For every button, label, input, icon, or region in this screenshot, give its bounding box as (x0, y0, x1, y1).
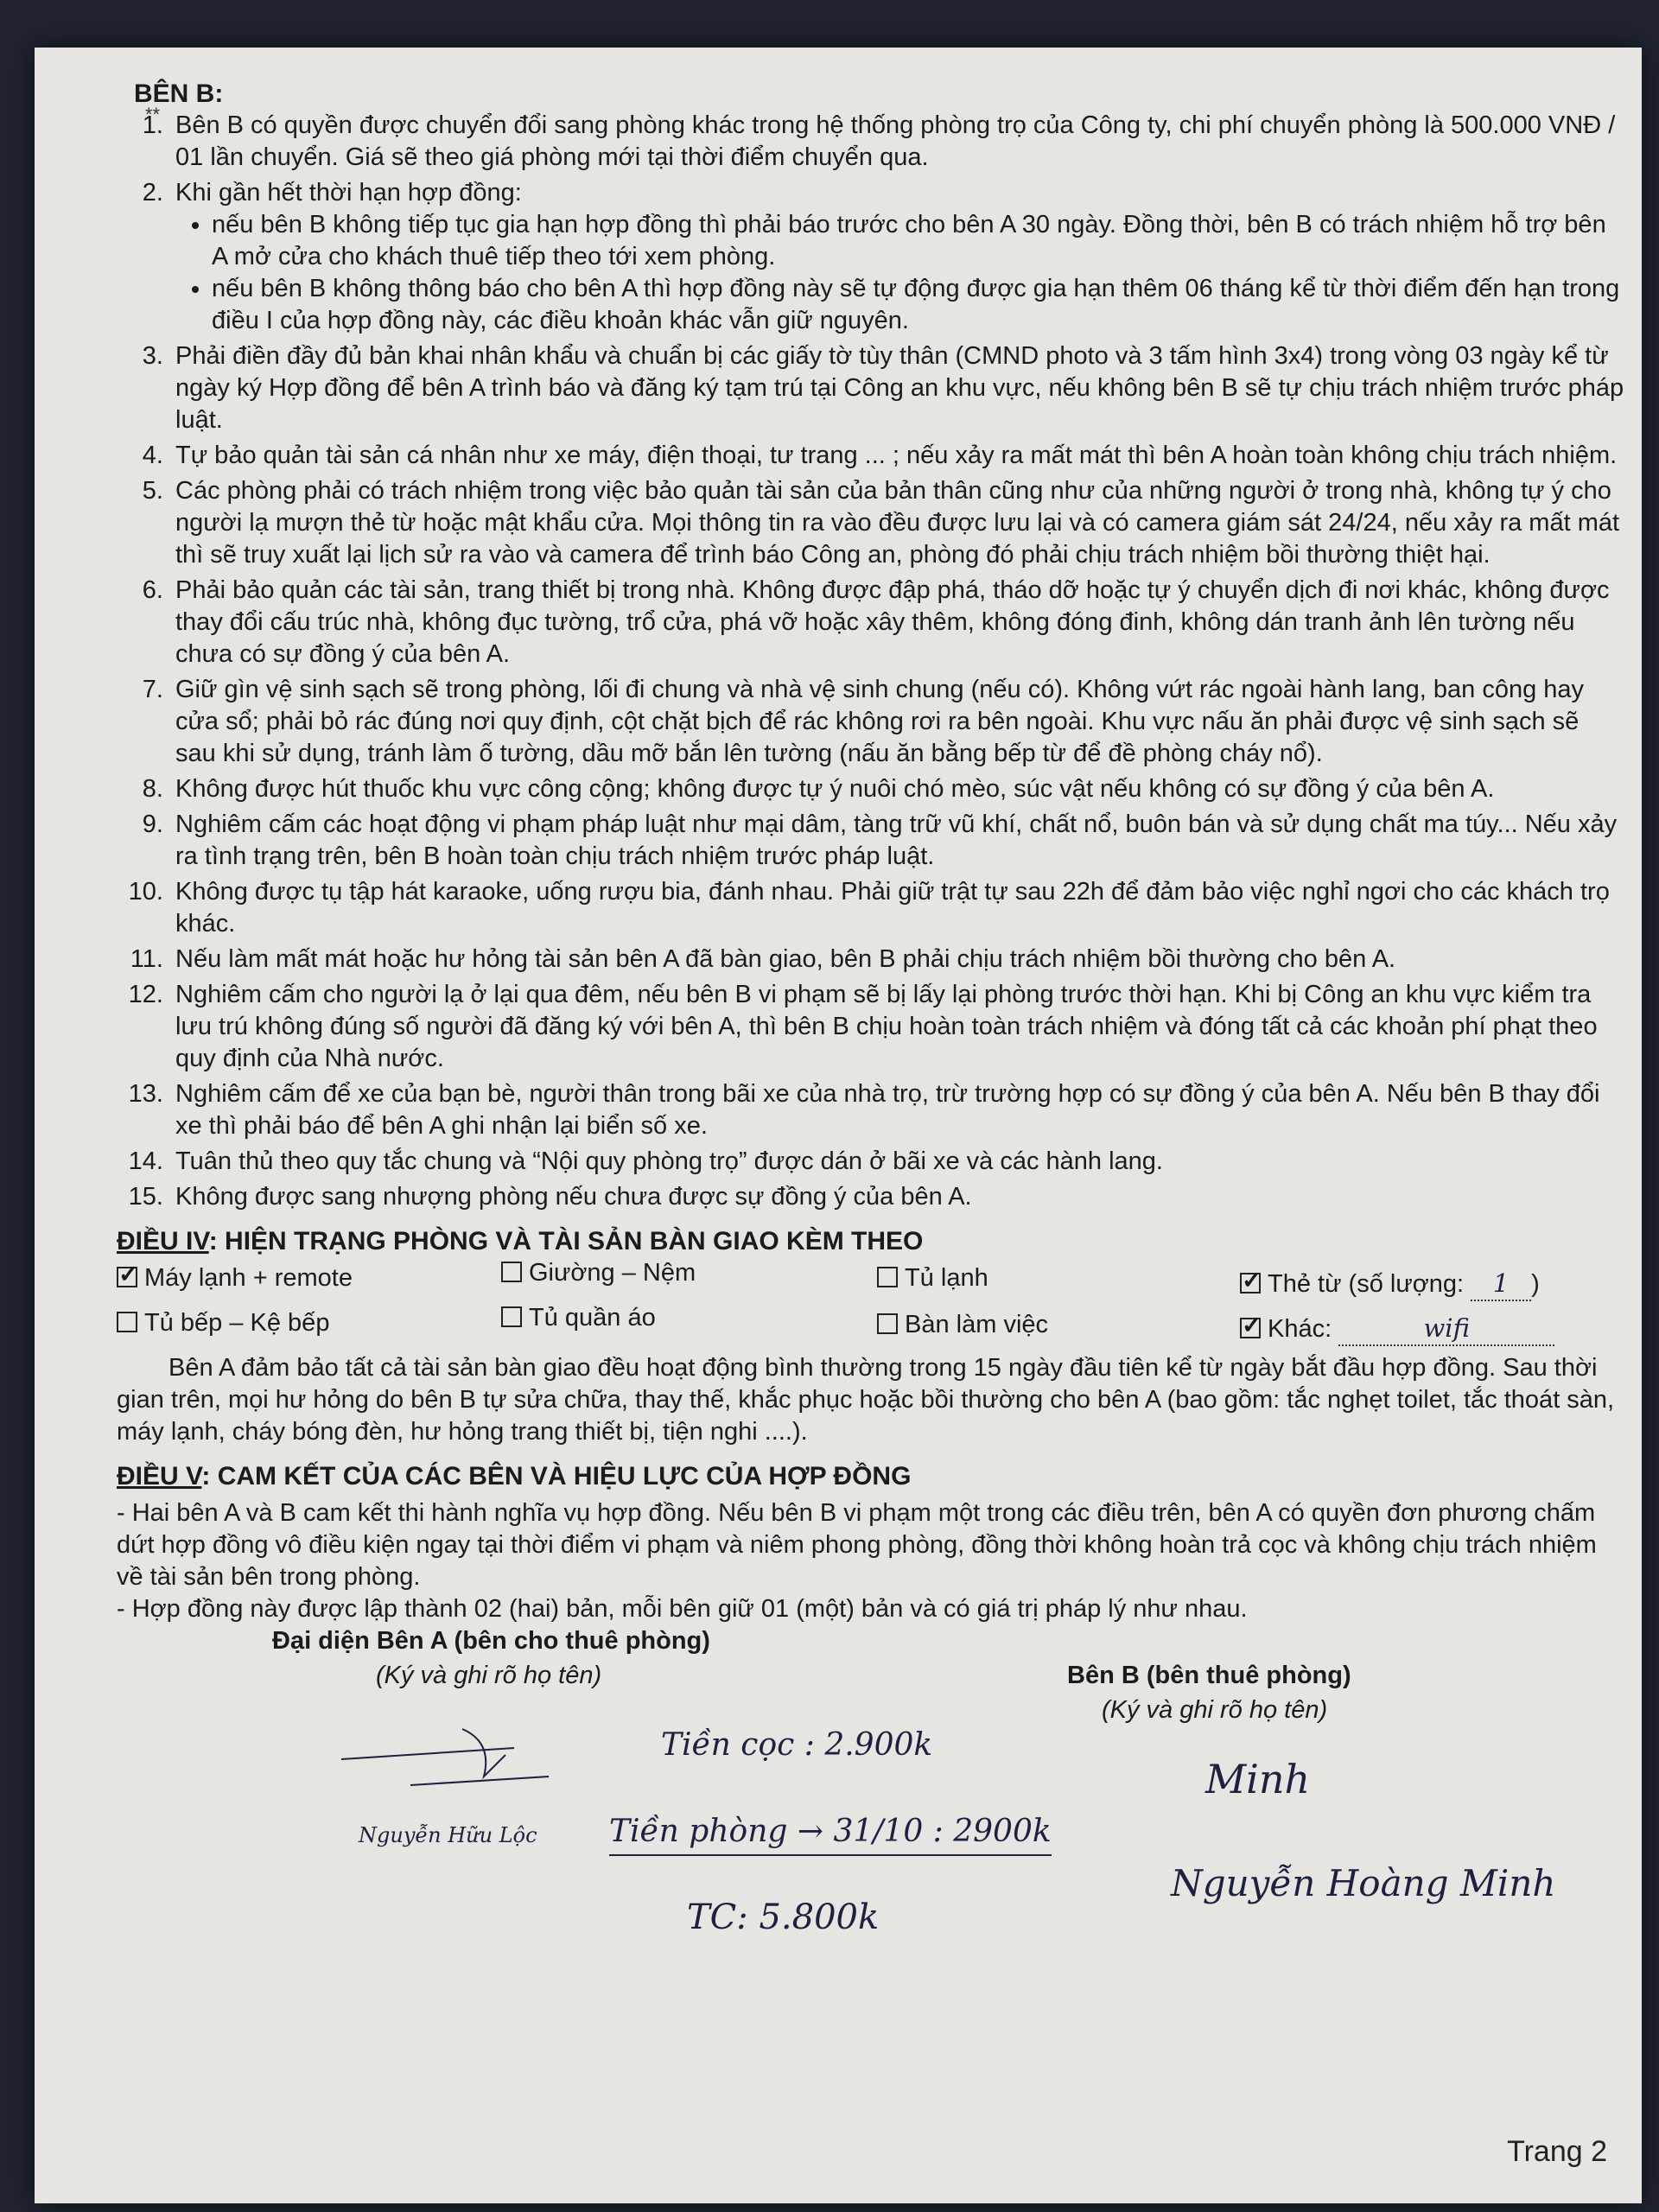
rule-text: Không được tụ tập hát karaoke, uống rượu bia, đánh nhau. Phải giữ trật tự sau 22h để đảm bảo việc nghỉ ngơi cho các khách trọ khác. (175, 878, 1610, 938)
rule-2-bullets (175, 209, 1624, 337)
checkbox-checked-icon[interactable] (1240, 1273, 1261, 1294)
checkbox-icon[interactable] (877, 1313, 898, 1334)
asset-label: Tủ bếp – Kệ bếp (144, 1309, 330, 1337)
rule-item (170, 1078, 1624, 1142)
checkbox-checked-icon[interactable] (117, 1267, 137, 1287)
rule-item (170, 1181, 1624, 1213)
party-b-note: (Ký và ghi rõ họ tên) (1102, 1696, 1328, 1724)
room-fee-note: Tiền phòng → 31/10 : 2900k (609, 1815, 1052, 1856)
card-quantity-suffix: ) (1531, 1270, 1540, 1298)
card-quantity-handwritten: 1 (1471, 1268, 1531, 1301)
section-4-paragraph: Bên A đảm bảo tất cả tài sản bàn giao đều hoạt động bình thường trong 15 ngày đầu tiên kể từ ngày bắt đầu hợp đồng. Sau thời gian trên, mọi hư hỏng do bên B tự sửa chữa, thay thế, khắc phục hoặc bồi thường cho bên A (bao gồm: tắc nghẹt toilet, tắc thoát sàn, máy lạnh, cháy bóng đèn, hư hỏng trang thiết bị, tiện nghi ....). (117, 1354, 1615, 1446)
party-a-name: Nguyễn Hữu Lộc (359, 1823, 537, 1847)
rule-item (170, 944, 1624, 976)
rule-text: Không được hút thuốc khu vực công cộng; không được tự ý nuôi chó mèo, súc vật nếu không có sự đồng ý của bên A. (175, 775, 1495, 803)
asset-label: Tủ lạnh (905, 1264, 988, 1292)
rule-item (170, 809, 1624, 873)
rule-item (170, 110, 1624, 174)
total-note: TC: 5.800k (687, 1897, 880, 1937)
rule-text: Tự bảo quản tài sản cá nhân như xe máy, điện thoại, tư trang ... ; nếu xảy ra mất mát thì bên A hoàn toàn không chịu trách nhiệm. (175, 442, 1618, 469)
rule-text: Bên B có quyền được chuyển đổi sang phòng khác trong hệ thống phòng trọ của Công ty, chi phí chuyển phòng là 500.000 VNĐ / 01 lần chuyển. Giá sẽ theo giá phòng mới tại thời điểm chuyển qua. (175, 111, 1616, 171)
rule-text: Nghiêm cấm cho người lạ ở lại qua đêm, nếu bên B vi phạm sẽ bị lấy lại phòng trước thời hạn. Khi bị Công an khu vực kiểm tra lưu trú không đúng số người đã đăng ký với bên A, thì bên B chịu hoàn toàn trách nhiệm và đóng tất cả các khoản phí phạt theo quy định của Nhà nước. (175, 981, 1598, 1072)
rule-item (170, 674, 1624, 770)
asset-label: Thẻ từ (số lượng: (1268, 1270, 1471, 1298)
rule-text: Phải bảo quản các tài sản, trang thiết bị trong nhà. Không được đập phá, tháo dỡ hoặc tự ý chuyển dịch đi nơi khác, không được thay đổi cấu trúc nhà, không đục tường, trổ cửa, phá vỡ hoặc xây thêm, không đóng đinh, không dán tranh ảnh lên tường nếu chưa có sự đồng ý của bên A. (175, 576, 1610, 668)
asset-label: Tủ quần áo (529, 1304, 656, 1332)
section-4-heading (117, 1225, 1624, 1257)
rule-item (170, 340, 1624, 436)
asset-checklist (117, 1259, 1624, 1347)
rule-text: Nghiêm cấm các hoạt động vi phạm pháp luật như mại dâm, tàng trữ vũ khí, chất nổ, buôn bán và sử dụng chất ma túy... Nếu xảy ra tình trạng trên, bên B hoàn toàn chịu trách nhiệm trước pháp luật. (175, 810, 1618, 870)
section-5-copies: - Hợp đồng này được lập thành 02 (hai) bản, mỗi bên giữ 01 (một) bản và có giá trị pháp lý như nhau. (117, 1595, 1248, 1623)
checkbox-icon[interactable] (501, 1262, 522, 1282)
asset-item (877, 1309, 1048, 1341)
section-b-title: BÊN B: (134, 79, 224, 108)
rule-text: Các phòng phải có trách nhiệm trong việc bảo quản tài sản của bản thân cũng như của những người ở trong nhà, không tự ý cho người lạ mượn thẻ từ hoặc mật khẩu cửa. Mọi thông tin ra vào đều được lưu lại và có camera giám sát 24/24, nếu xảy ra mất mát thì sẽ truy xuất lại lịch sử ra vào và camera để trình báo Công an, phòng đó phải chịu trách nhiệm bồi thường thiệt hại. (175, 477, 1620, 569)
document-content (117, 78, 1624, 2040)
asset-label: Giường – Nệm (529, 1259, 696, 1287)
asset-item (117, 1307, 329, 1339)
deposit-note: Tiền cọc : 2.900k (661, 1727, 933, 1763)
section-5-commitment: - Hai bên A và B cam kết thi hành nghĩa vụ hợp đồng. Nếu bên B vi phạm một trong các điều trên, bên A có quyền đơn phương chấm dứt hợp đồng vô điều kiện ngay tại thời điểm vi phạm và niêm phong phòng, đồng thời không hoàn trả cọc và không chịu trách nhiệm về tài sản bên trong phòng. (117, 1499, 1597, 1591)
party-a-signature-icon (333, 1694, 592, 1798)
asset-label: Máy lạnh + remote (144, 1264, 353, 1292)
asterisk-mark-icon: ** (145, 104, 161, 125)
document-page (35, 48, 1642, 2203)
rule-item (170, 177, 1624, 337)
asset-item (1240, 1313, 1554, 1346)
rule-text: Tuân thủ theo quy tắc chung và “Nội quy phòng trọ” được dán ở bãi xe và các hành lang. (175, 1147, 1163, 1175)
section-5-heading (117, 1460, 1624, 1492)
bullet-item: • nếu bên B không thông báo cho bên A thì hợp đồng này sẽ tự động được gia hạn thêm 06 tháng kể từ thời điểm đến hạn trong điều I của hợp đồng này, các điều khoản khác vẫn giữ nguyên. (212, 273, 1624, 337)
checkbox-icon[interactable] (501, 1306, 522, 1327)
section-5-title: : CAM KẾT CỦA CÁC BÊN VÀ HIỆU LỰC CỦA HỢP ĐỒNG (201, 1462, 912, 1491)
party-a-title: Đại diện Bên A (bên cho thuê phòng) (272, 1627, 710, 1655)
rule-item (170, 773, 1624, 805)
checkbox-icon[interactable] (117, 1312, 137, 1332)
rule-item (170, 876, 1624, 940)
rule-text: Nếu làm mất mát hoặc hư hỏng tài sản bên A đã bàn giao, bên B phải chịu trách nhiệm bồi thường cho bên A. (175, 945, 1396, 973)
bullet-item: • nếu bên B không tiếp tục gia hạn hợp đồng thì phải báo trước cho bên A 30 ngày. Đồng thời, bên B có trách nhiệm hỗ trợ bên A mở cửa cho khách thuê tiếp theo tới xem phòng. (212, 209, 1624, 273)
other-asset-handwritten: wifi (1338, 1313, 1554, 1346)
asset-label: Khác: (1268, 1315, 1339, 1343)
rule-text: Không được sang nhượng phòng nếu chưa được sự đồng ý của bên A. (175, 1183, 972, 1211)
party-a-note: (Ký và ghi rõ họ tên) (376, 1662, 602, 1689)
rule-item (170, 475, 1624, 571)
section-4-title: : HIỆN TRẠNG PHÒNG VÀ TÀI SẢN BÀN GIAO KÈM THEO (208, 1227, 924, 1255)
section-5-prefix: ĐIỀU V (117, 1462, 202, 1491)
checkbox-checked-icon[interactable] (1240, 1318, 1261, 1338)
rule-text: Khi gần hết thời hạn hợp đồng: (175, 179, 522, 207)
rule-item (170, 1146, 1624, 1178)
party-b-signature: Minh (1205, 1756, 1311, 1802)
page-number: Trang 2 (1507, 2135, 1607, 2168)
section-4-prefix: ĐIỀU IV (117, 1227, 209, 1255)
rule-text: Nghiêm cấm để xe của bạn bè, người thân trong bãi xe của nhà trọ, trừ trường hợp có sự đồng ý của bên A. Nếu bên B thay đổi xe thì phải báo để bên A ghi nhận lại biển số xe. (175, 1080, 1600, 1140)
party-b-title: Bên B (bên thuê phòng) (1067, 1662, 1351, 1689)
asset-item (877, 1262, 988, 1294)
rule-item (170, 575, 1624, 671)
asset-item (501, 1257, 696, 1289)
rule-text: Phải điền đầy đủ bản khai nhân khẩu và chuẩn bị các giấy tờ tùy thân (CMND photo và 3 tấm hình 3x4) trong vòng 03 ngày kể từ ngày ký Hợp đồng để bên A trình báo và đăng ký tạm trú tại Công an khu vực, nếu không bên B sẽ tự chịu trách nhiệm trước pháp luật. (175, 342, 1624, 434)
asset-item (117, 1262, 353, 1294)
section-b-rules (117, 110, 1624, 1213)
party-b-name: Nguyễn Hoàng Minh (1171, 1862, 1556, 1904)
asset-item (1240, 1268, 1540, 1301)
asset-label: Bàn làm việc (905, 1311, 1049, 1338)
signature-area (117, 1625, 1624, 2040)
rule-item (170, 440, 1624, 472)
rule-text: Giữ gìn vệ sinh sạch sẽ trong phòng, lối đi chung và nhà vệ sinh chung (nếu có). Không vứt rác ngoài hành lang, ban công hay cửa sổ; phải bỏ rác đúng nơi quy định, cột chặt bịch để rác không rơi ra bên ngoài. Khu vực nấu ăn phải được vệ sinh sạch sẽ sau khi sử dụng, tránh làm ố tường, dầu mỡ bắn lên tường (nấu ăn bằng bếp từ để đề phòng cháy nổ). (175, 676, 1585, 767)
asset-item (501, 1302, 656, 1334)
rule-item (170, 979, 1624, 1075)
checkbox-icon[interactable] (877, 1267, 898, 1287)
